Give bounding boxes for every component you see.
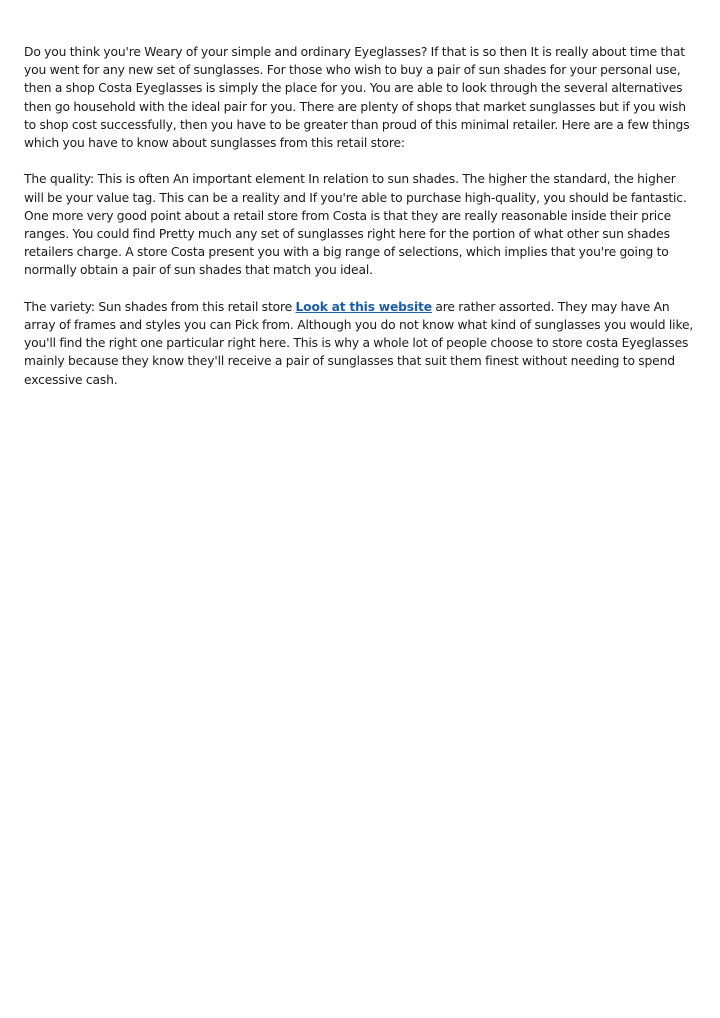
- variety-text-before-link: The variety: Sun shades from this retail store: [24, 299, 296, 314]
- look-at-this-website-link[interactable]: Look at this website: [295, 299, 432, 314]
- variety-text-after-link: are rather assorted. They may have An array of frames and styles you can Pick from. Although you do not know what kind of sunglasses you would like, you'll find the right one particular right here. This is why a whole lot of people choose to store costa Eyeglasses mainly because they know they'll receive a pair of sunglasses that suit them finest without needing to spend excessive cash.: [24, 299, 694, 387]
- paragraph-quality: The quality: This is often An important element In relation to sun shades. The higher the standard, the higher will be your value tag. This can be a reality and If you're able to purchase high-quality, you should be fantastic. One more very good point about a retail store from Costa is that they are really reasonable inside their price ranges. You could find Pretty much any set of sunglasses right here for the portion of what other sun shades retailers charge. A store Costa present you with a big range of selections, which implies that you're going to normally obtain a pair of sun shades that match you ideal.: [24, 172, 687, 278]
- paragraph-variety: [24, 298, 698, 389]
- document-body: [24, 43, 698, 407]
- paragraph-intro: Do you think you're Weary of your simple and ordinary Eyeglasses? If that is so then It is really about time that you went for any new set of sunglasses. For those who wish to buy a pair of sun shades for your personal use, then a shop Costa Eyeglasses is simply the place for you. You are able to look through the several alternatives then go household with the ideal pair for you. There are plenty of shops that market sunglasses but if you wish to shop cost successfully, then you have to be greater than proud of this minimal retailer. Here are a few things which you have to know about sunglasses from this retail store:: [24, 45, 690, 151]
